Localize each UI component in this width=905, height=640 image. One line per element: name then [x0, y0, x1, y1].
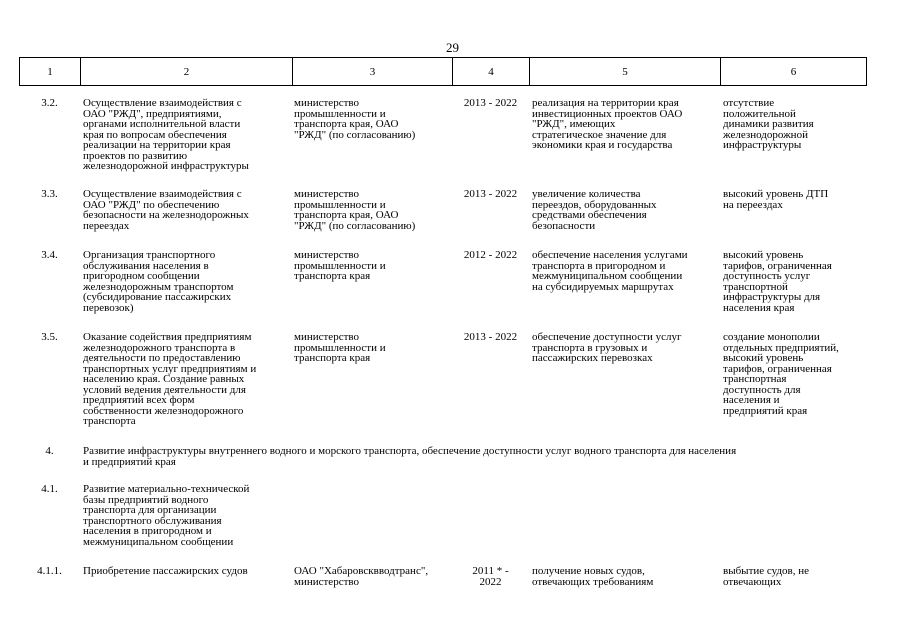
- result-text: [529, 484, 720, 566]
- executor-text: министерство промышленности и транспорта края, ОАО "РЖД" (по согласованию): [294, 188, 416, 232]
- column-header-1: 1: [20, 58, 81, 86]
- row-number: 3.2.: [41, 97, 58, 109]
- measure-text: Осуществление взаимодействия с ОАО "РЖД" по обеспечению безопасности на железнодорожных переездах: [83, 188, 249, 232]
- executor-text: министерство промышленности и транспорта края: [294, 331, 386, 364]
- row-number: 3.5.: [41, 331, 58, 343]
- period-text: 2013 - 2022: [463, 331, 518, 343]
- consequence-text: высокий уровень ДТП на переездах: [723, 188, 829, 211]
- table-body: [19, 98, 866, 596]
- column-header-3: 3: [293, 58, 453, 86]
- row-number: 3.4.: [41, 249, 58, 261]
- column-header-2: 2: [81, 58, 293, 86]
- column-header-table: [19, 57, 867, 86]
- executor-text: [292, 484, 452, 566]
- row-number: 4.1.1.: [37, 565, 62, 577]
- consequence-text: высокий уровень тарифов, ограниченная доступность услуг транспортной инфраструктуры для населения края: [723, 249, 832, 314]
- period-text: 2013 - 2022: [463, 97, 518, 109]
- consequence-text: [720, 484, 866, 566]
- table-row: [19, 189, 866, 250]
- table-row: [19, 484, 866, 566]
- period-text: 2012 - 2022: [463, 249, 518, 261]
- row-number: 3.3.: [41, 188, 58, 200]
- result-text: получение новых судов, отвечающих требованиям: [532, 565, 654, 588]
- column-header-5: 5: [530, 58, 721, 86]
- result-text: обеспечение доступности услуг транспорта в грузовых и пассажирских перевозках: [532, 331, 682, 364]
- measure-text: Развитие материально-технической базы предприятий водного транспорта для организации транспортного обслуживания населения в пригородном и межмуниципальном сообщении: [83, 483, 250, 548]
- section-title: Развитие инфраструктуры внутреннего водного и морского транспорта, обеспечение доступности услуг водного транспорта для населения и предприятий края: [83, 445, 737, 468]
- table-row: [19, 566, 866, 596]
- result-text: обеспечение населения услугами транспорта в пригородном и межмуниципальном сообщении на субсидируемых маршрутах: [532, 249, 688, 293]
- page-number: 29: [446, 40, 459, 55]
- row-number: 4.1.: [41, 483, 58, 495]
- period-text: [452, 484, 529, 566]
- consequence-text: выбытие судов, не отвечающих: [723, 565, 810, 588]
- column-header-6: 6: [721, 58, 867, 86]
- measure-text: Организация транспортного обслуживания населения в пригородном сообщении железнодорожным транспортом (субсидирование пассажирских перевозок): [83, 249, 234, 314]
- table-row: [19, 98, 866, 189]
- consequence-text: отсутствие положительной динамики развития железнодорожной инфраструктуры: [723, 97, 814, 151]
- executor-text: министерство промышленности и транспорта края, ОАО "РЖД" (по согласованию): [294, 97, 416, 141]
- executor-text: ОАО "Хабаровсквводтранс", министерство: [294, 565, 429, 588]
- consequence-text: создание монополии отдельных предприятий, высокий уровень тарифов, ограниченная транспортная доступность для населения и предприятий края: [723, 331, 839, 417]
- period-text: 2011 * - 2022: [472, 565, 509, 588]
- table-row: [19, 332, 866, 446]
- measure-text: Приобретение пассажирских судов: [83, 565, 248, 577]
- result-text: увеличение количества переездов, оборудованных средствами обеспечения безопасности: [532, 188, 657, 232]
- table-row: [19, 250, 866, 332]
- section-heading-row: [19, 446, 866, 484]
- measure-text: Оказание содействия предприятиям железнодорожного транспорта в деятельности по предоставлению транспортных услуг предприятиям и населению края. Создание равных условий ведения деятельности для предприятий всех форм собственности железнодорожного транспорта: [83, 331, 257, 427]
- measure-text: Осуществление взаимодействия с ОАО "РЖД", предприятиями, органами исполнительной власти края по вопросам обеспечения реализации на территории края проектов по развитию железнодорожной инфраструктуры: [83, 97, 249, 172]
- column-header-row: [20, 58, 867, 86]
- column-header-4: 4: [453, 58, 530, 86]
- period-text: 2013 - 2022: [463, 188, 518, 200]
- section-number: 4.: [45, 445, 54, 457]
- result-text: реализация на территории края инвестиционных проектов ОАО "РЖД", имеющих стратегическое значение для экономики края и государства: [532, 97, 683, 151]
- executor-text: министерство промышленности и транспорта края: [294, 249, 386, 282]
